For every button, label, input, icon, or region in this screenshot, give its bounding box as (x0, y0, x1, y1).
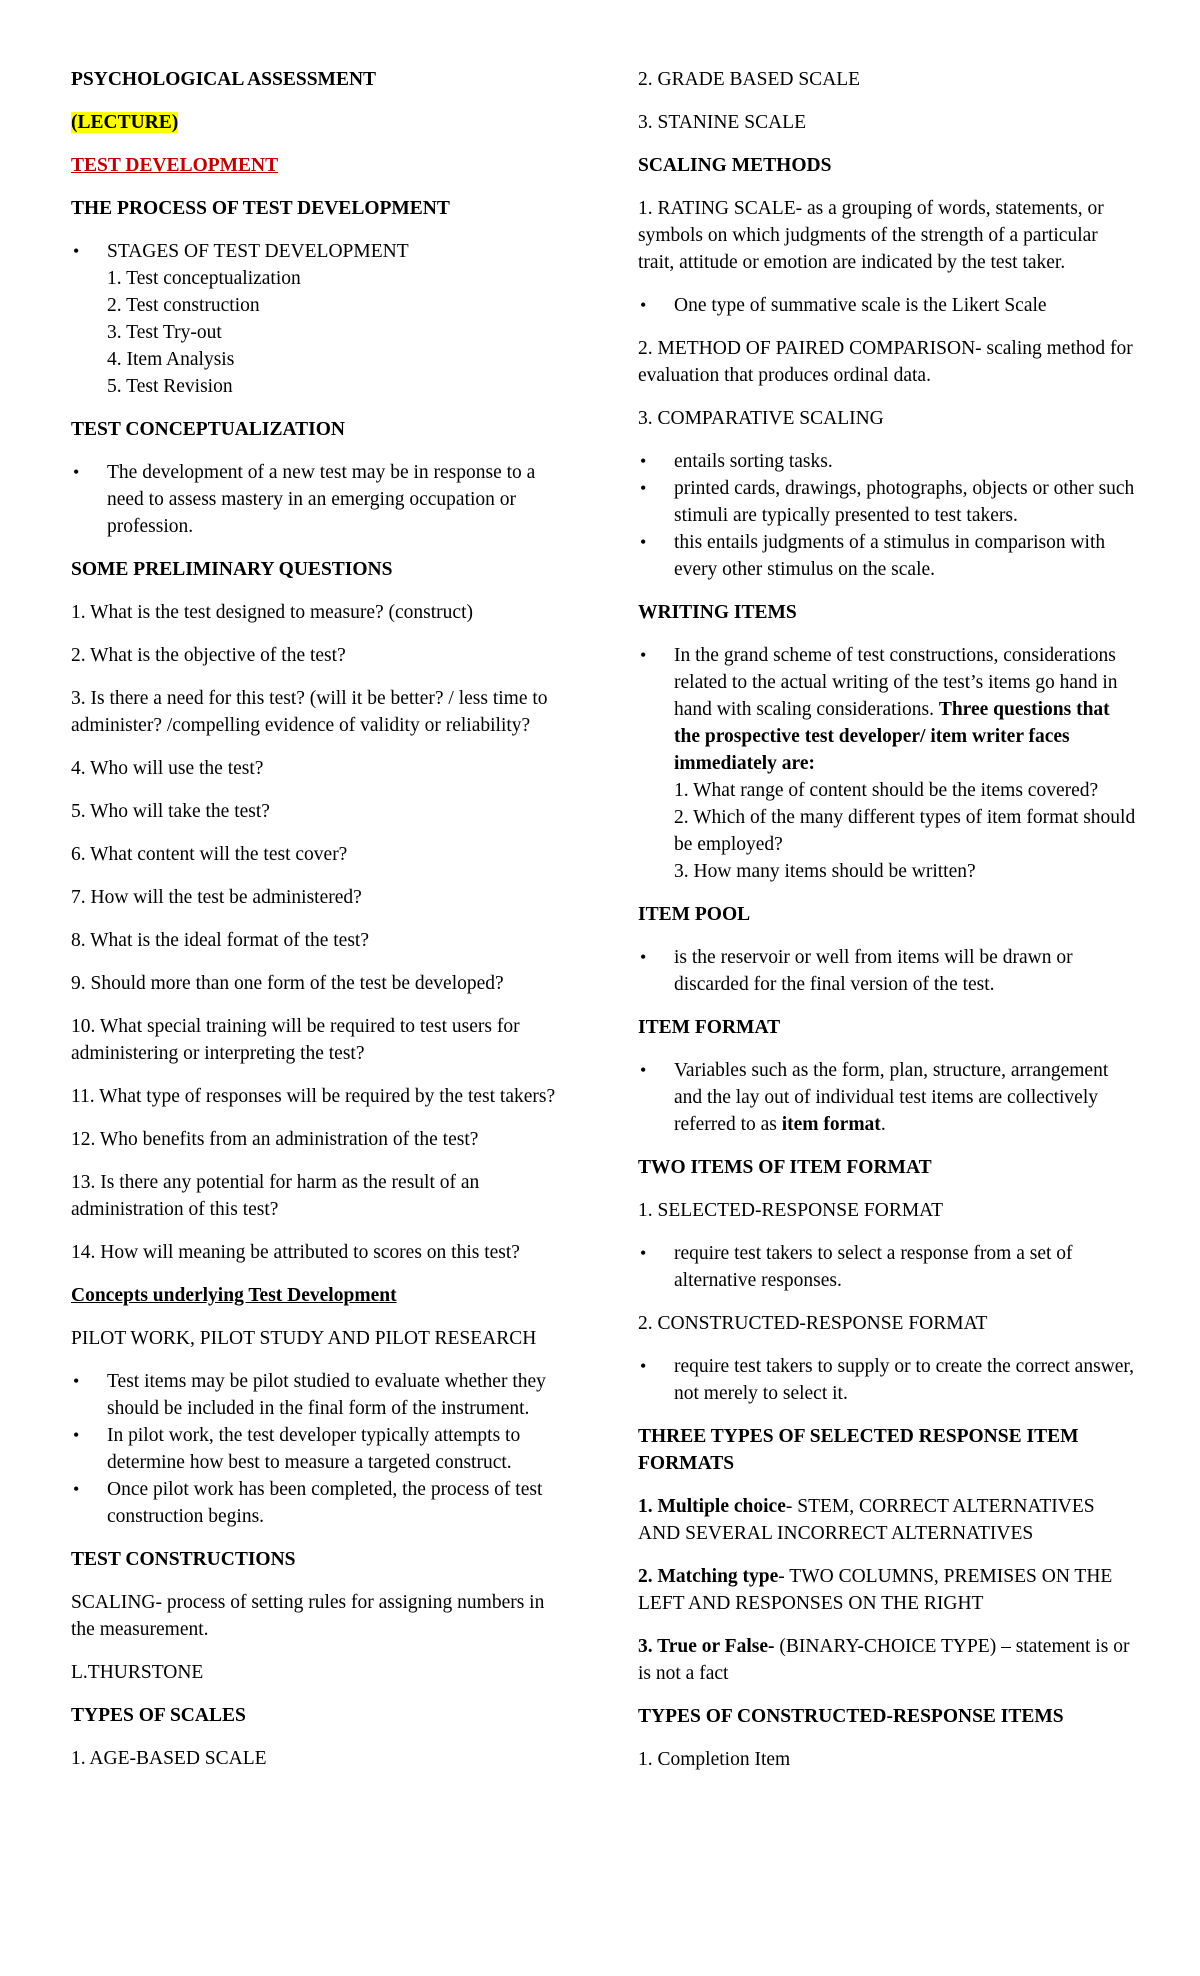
question-item: 1. What is the test designed to measure? (construct) (71, 602, 473, 623)
question-item: 10. What special training will be required to test users for administering or interpreting the test? (71, 1016, 520, 1064)
constructed-types-heading: TYPES OF CONSTRUCTED-RESPONSE ITEMS (638, 1706, 1064, 1727)
match-label: 2. Matching type (638, 1566, 779, 1587)
conceptualization-list (71, 459, 571, 540)
selected-list (638, 1240, 1138, 1294)
true-false (638, 1633, 1138, 1687)
stage-item: 1. Test conceptualization (107, 268, 301, 289)
stage-item: 2. Test construction (107, 295, 260, 316)
question-item: 14. How will meaning be attributed to scores on this test? (71, 1242, 520, 1263)
question-item: 7. How will the test be administered? (71, 887, 362, 908)
scaling-methods-heading: SCALING METHODS (638, 155, 832, 176)
question-item: 9. Should more than one form of the test be developed? (71, 973, 504, 994)
item-format-heading: ITEM FORMAT (638, 1017, 781, 1038)
constructed-list (638, 1353, 1138, 1407)
lecture-highlight: (LECTURE) (71, 112, 179, 133)
stanine-scale: 3. STANINE SCALE (638, 112, 806, 133)
three-types-heading: THREE TYPES OF SELECTED RESPONSE ITEM FORMATS (638, 1426, 1079, 1474)
concepts-heading: Concepts underlying Test Development (71, 1285, 397, 1306)
likert-list (638, 292, 1138, 319)
list-item (638, 1057, 1138, 1138)
mc-label: 1. Multiple choice (638, 1496, 786, 1517)
stages-list (71, 238, 571, 400)
paired-comparison: 2. METHOD OF PAIRED COMPARISON- scaling method for evaluation that produces ordinal data. (638, 338, 1133, 386)
stage-item: 5. Test Revision (107, 376, 233, 397)
list-item: • Once pilot work has been completed, the process of test construction begins. (71, 1476, 571, 1530)
list-item: • In pilot work, the test developer typically attempts to determine how best to measure a targeted construct. (71, 1422, 571, 1476)
question-item: 12. Who benefits from an administration of the test? (71, 1129, 479, 1150)
item-pool-heading: ITEM POOL (638, 904, 751, 925)
constructed-response: 2. CONSTRUCTED-RESPONSE FORMAT (638, 1313, 988, 1334)
right-column (638, 66, 1138, 1789)
list-item: • Test items may be pilot studied to evaluate whether they should be included in the final form of the instrument. (71, 1368, 571, 1422)
rating-scale: 1. RATING SCALE- as a grouping of words, statements, or symbols on which judgments of the strength of a particular trait, attitude or emotion are indicated by the test taker. (638, 198, 1104, 273)
question-item: 2. What is the objective of the test? (71, 645, 346, 666)
stages-bullet (71, 238, 571, 400)
format-text: Variables such as the form, plan, structure, arrangement and the lay out of individual test items are collectively referred to as (674, 1060, 1109, 1135)
list-item: • printed cards, drawings, photographs, objects or other such stimuli are typically presented to test takers. (638, 475, 1138, 529)
comparative-list (638, 448, 1138, 583)
list-item: • is the reservoir or well from items will be drawn or discarded for the final version of the test. (638, 944, 1138, 998)
format-bold: item format (781, 1114, 881, 1135)
list-item: • One type of summative scale is the Likert Scale (638, 292, 1138, 319)
tf-label: 3. True or False- (638, 1636, 775, 1657)
stage-item: 3. Test Try-out (107, 322, 222, 343)
stages-label: • STAGES OF TEST DEVELOPMENT (107, 241, 409, 262)
comparative-scaling: 3. COMPARATIVE SCALING (638, 408, 884, 429)
selected-response: 1. SELECTED-RESPONSE FORMAT (638, 1200, 943, 1221)
tf-text: (BINARY-CHOICE TYPE) – statement is or is not a fact (638, 1636, 1130, 1684)
document-title: PSYCHOLOGICAL ASSESSMENT (71, 69, 377, 90)
question-item: 11. What type of responses will be required by the test takers? (71, 1086, 556, 1107)
thurstone-label: L.THURSTONE (71, 1662, 204, 1683)
format-end: . (880, 1114, 886, 1135)
question-item: 6. What content will the test cover? (71, 844, 348, 865)
test-development-heading: TEST DEVELOPMENT (71, 155, 279, 176)
completion-item: 1. Completion Item (638, 1749, 791, 1770)
preliminary-heading: SOME PRELIMINARY QUESTIONS (71, 559, 393, 580)
list-item: • this entails judgments of a stimulus in comparison with every other stimulus on the scale. (638, 529, 1138, 583)
lecture-label (71, 109, 571, 136)
list-item: • require test takers to select a response from a set of alternative responses. (638, 1240, 1138, 1294)
left-column (71, 66, 571, 1788)
writing-items-heading: WRITING ITEMS (638, 602, 797, 623)
question-item: 4. Who will use the test? (71, 758, 264, 779)
writing-bold-text: Three questions that the prospective test developer/ item writer faces immediately are: (674, 699, 1110, 774)
list-item: • require test takers to supply or to create the correct answer, not merely to select it. (638, 1353, 1138, 1407)
two-items-heading: TWO ITEMS OF ITEM FORMAT (638, 1157, 932, 1178)
grade-scale: 2. GRADE BASED SCALE (638, 69, 861, 90)
question-item: 5. Who will take the test? (71, 801, 270, 822)
matching-type (638, 1563, 1138, 1617)
pilot-list (71, 1368, 571, 1530)
writing-question: 2. Which of the many different types of item format should be employed? (674, 807, 1136, 855)
format-list (638, 1057, 1138, 1138)
age-scale: 1. AGE-BASED SCALE (71, 1748, 267, 1769)
question-item: 3. Is there a need for this test? (will it be better? / less time to administer? /compelling evidence of validity or reliability? (71, 688, 548, 736)
writing-list (638, 642, 1138, 885)
mc-text: - STEM, CORRECT ALTERNATIVES AND SEVERAL INCORRECT ALTERNATIVES (638, 1496, 1095, 1544)
writing-question: 3. How many items should be written? (674, 861, 976, 882)
list-item (638, 642, 1138, 885)
question-item: 8. What is the ideal format of the test? (71, 930, 370, 951)
writing-text: In the grand scheme of test constructions, considerations related to the actual writing of the test’s items go hand in hand with scaling considerations. (674, 645, 1118, 720)
stage-item: 4. Item Analysis (107, 349, 235, 370)
pilot-heading: PILOT WORK, PILOT STUDY AND PILOT RESEARCH (71, 1328, 537, 1349)
match-text: - TWO COLUMNS, PREMISES ON THE LEFT AND RESPONSES ON THE RIGHT (638, 1566, 1113, 1614)
types-of-scales-heading: TYPES OF SCALES (71, 1705, 246, 1726)
list-item: • entails sorting tasks. (638, 448, 1138, 475)
question-item: 13. Is there any potential for harm as the result of an administration of this test? (71, 1172, 480, 1220)
conceptualization-heading: TEST CONCEPTUALIZATION (71, 419, 345, 440)
constructions-heading: TEST CONSTRUCTIONS (71, 1549, 296, 1570)
scaling-definition: SCALING- process of setting rules for assigning numbers in the measurement. (71, 1592, 545, 1640)
pool-list (638, 944, 1138, 998)
multiple-choice (638, 1493, 1138, 1547)
writing-question: 1. What range of content should be the items covered? (674, 780, 1099, 801)
list-item: • The development of a new test may be in response to a need to assess mastery in an emerging occupation or profession. (71, 459, 571, 540)
process-heading: THE PROCESS OF TEST DEVELOPMENT (71, 198, 450, 219)
